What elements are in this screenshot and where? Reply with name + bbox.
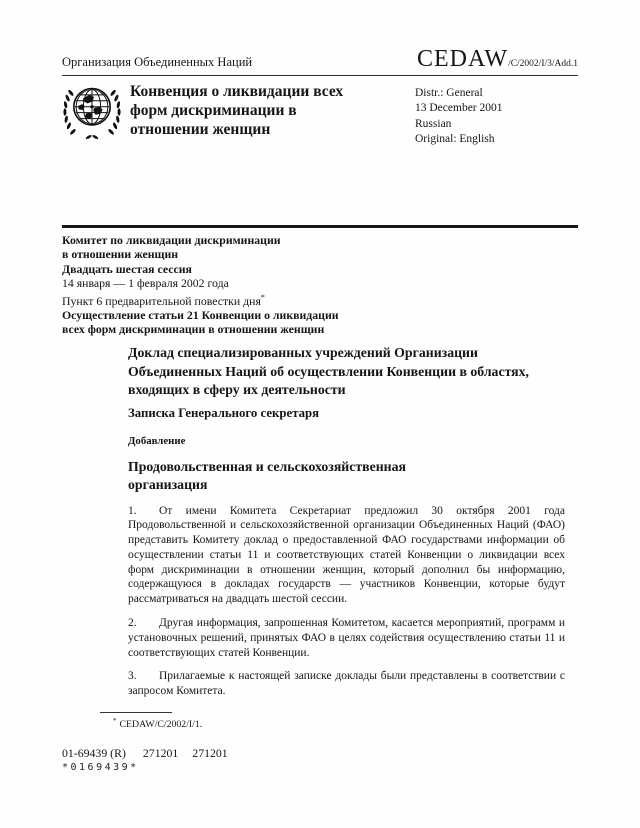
- footnote-marker: *: [113, 717, 117, 725]
- footnote-rule: [100, 712, 172, 713]
- un-org-name: Организация Объединенных Наций: [62, 55, 253, 69]
- doc-symbol-main: CEDAW: [417, 46, 509, 72]
- distr-language: Russian: [415, 117, 452, 130]
- paragraph-number: 1.: [128, 504, 137, 517]
- doc-symbol-suffix: /C/2002/I/3/Add.1: [508, 59, 578, 69]
- agenda-footnote-marker: *: [260, 292, 265, 302]
- agenda-item: [62, 291, 482, 308]
- session-title: Двадцать шестая сессия: [62, 261, 192, 276]
- section-heading: Продовольственная и сельскохозяйственная организация: [128, 458, 406, 492]
- footnote: [113, 717, 202, 730]
- barcode-text: *0169439*: [62, 762, 139, 773]
- paragraph-text: Другая информация, запрошенная Комитетом, касается мероприятий, программ и установочных решений, принятых ФАО в целях содействия осуществлению статьи 11 и соответствующих статей Конвенции.: [128, 617, 565, 659]
- committee-name-line1: Комитет по ликвидации дискриминации: [62, 233, 281, 247]
- document-body: [128, 344, 565, 699]
- document-subtitle: Записка Генерального секретаря: [128, 405, 320, 420]
- item-title-line2: всех форм дискриминации в отношении женщин: [62, 322, 325, 337]
- committee-name-line2: в отношении женщин: [62, 247, 179, 262]
- paragraph-text: Прилагаемые к настоящей записке доклады были представлены в соответствии с запросом Комитета.: [128, 670, 565, 698]
- distr-date: 13 December 2001: [415, 102, 503, 115]
- distr-original: Original: English: [415, 132, 495, 145]
- paragraph: [128, 616, 565, 660]
- job-number: 01-69439 (R): [62, 746, 126, 760]
- footer-codes: [62, 746, 228, 761]
- un-emblem-icon: [59, 79, 125, 145]
- paragraph-number: 2.: [128, 617, 137, 630]
- agenda-item-text: Пункт 6 предварительной повестки дня: [62, 293, 261, 308]
- section-rule: [62, 225, 578, 228]
- doc-symbol: [417, 46, 578, 73]
- paragraph: [128, 504, 565, 608]
- footer-date-1: 271201: [142, 746, 179, 760]
- document-title: Доклад специализированных учреждений Организации Объединенных Наций об осуществлении Конвенции в областях, входящих в сферу их деятельности: [128, 345, 529, 397]
- addendum-label: Добавление: [128, 434, 186, 447]
- committee-block: [62, 233, 482, 337]
- convention-title: Конвенция о ликвидации всех форм дискриминации в отношении женщин: [130, 83, 344, 138]
- distribution-block: [415, 86, 503, 147]
- header-rule: [62, 75, 578, 76]
- item-title-line1: Осуществление статьи 21 Конвенции о ликвидации: [62, 307, 339, 322]
- paragraph-number: 3.: [128, 670, 137, 683]
- distr-line: Distr.: General: [415, 87, 483, 99]
- session-dates: 14 января — 1 февраля 2002 года: [62, 276, 229, 291]
- footer-date-2: 271201: [192, 746, 228, 760]
- paragraph-text: От имени Комитета Секретариат предложил 30 октября 2001 года Продовольственной и сельскохозяйственной организации Объединенных Наций (ФАО) представить Комитету доклад о предоставленной ФАО государствами информации об осуществлении статьи 11 и соответствующих статей Конвенции о ликвидации всех форм дискриминации в отношении женщин, который дополнил бы информацию, содержащуюся в докладах государств — участников Конвенции, которые будут рассматриваться на двадцать шестой сессии.: [128, 504, 565, 606]
- paragraph: [128, 669, 565, 699]
- footnote-text: CEDAW/C/2002/I/1.: [119, 719, 203, 731]
